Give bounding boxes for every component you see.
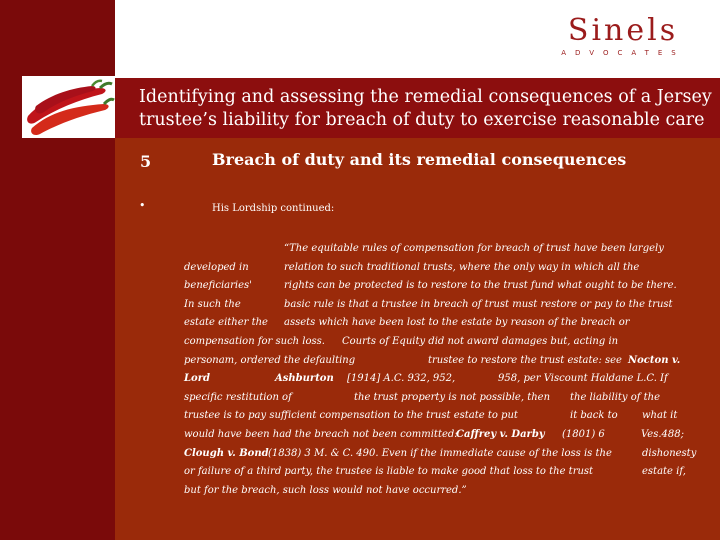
quote-text: compensation for such loss. bbox=[184, 335, 325, 347]
section-title: Breach of duty and its remedial consequences bbox=[212, 150, 627, 169]
quote-line bbox=[184, 445, 704, 464]
quote-line bbox=[184, 259, 704, 278]
slide-title: Identifying and assessing the remedial consequences of a Jersey trustee’s liability for breach of duty to exercise reasonable care bbox=[139, 87, 712, 130]
quote-text: relation to such traditional trusts, where the only way in which all the bbox=[284, 261, 640, 273]
case-name: Nocton v. bbox=[628, 354, 681, 366]
quote-text: trustee is to pay sufficient compensation to the trust estate to put bbox=[184, 410, 518, 422]
quote-text: basic rule is that a trustee in breach of trust must restore or pay to the trust bbox=[284, 298, 673, 310]
case-name: Caffrey v. Darby bbox=[456, 428, 545, 440]
quote-line bbox=[184, 240, 704, 259]
quote-text: specific restitution of bbox=[184, 391, 292, 403]
bullet-icon: • bbox=[139, 199, 146, 212]
quote-text: rights can be protected is to restore to the trust fund what ought to be there. bbox=[284, 280, 677, 292]
quote-line bbox=[184, 407, 704, 426]
quote-text: (1838) 3 M. & C. 490. Even if the immediate cause of the loss is the bbox=[268, 447, 612, 459]
quote-text: In such the bbox=[184, 298, 241, 310]
logo-subtitle: ADVOCATES bbox=[561, 49, 685, 57]
case-name: Ashburton bbox=[275, 373, 334, 385]
quote-text: dishonesty bbox=[642, 447, 697, 459]
quotation-block bbox=[184, 240, 704, 500]
quote-text: (1801) 6 bbox=[562, 428, 605, 440]
case-name: Clough v. Bond bbox=[184, 447, 269, 459]
quote-text: it back to bbox=[570, 410, 618, 422]
quote-line bbox=[184, 314, 704, 333]
intro-text: His Lordship continued: bbox=[212, 203, 335, 214]
quote-text: Ves.488; bbox=[641, 428, 684, 440]
quote-text: beneficiaries' bbox=[184, 280, 252, 292]
quote-text: 958, per Viscount Haldane L.C. If bbox=[498, 373, 668, 385]
quote-line bbox=[184, 426, 704, 445]
quote-text: would have been had the breach not been committed: bbox=[184, 428, 458, 440]
quote-text: trustee to restore the trust estate: see bbox=[428, 354, 622, 366]
logo-name: Sinels bbox=[567, 13, 679, 48]
quote-text: developed in bbox=[184, 261, 249, 273]
quote-line bbox=[184, 482, 704, 501]
quote-text: “The equitable rules of compensation for breach of trust have been largely bbox=[284, 243, 664, 254]
quote-line bbox=[184, 296, 704, 315]
quote-text: estate if, bbox=[642, 466, 686, 478]
section-number: 5 bbox=[140, 152, 152, 171]
quote-text: Courts of Equity did not award damages but, acting in bbox=[342, 335, 619, 347]
quote-text: the liability of the bbox=[570, 391, 661, 403]
case-name: Lord bbox=[184, 373, 210, 385]
quote-line bbox=[184, 370, 704, 389]
quote-line bbox=[184, 333, 704, 352]
quote-line bbox=[184, 389, 704, 408]
chili-peppers-icon bbox=[22, 76, 115, 138]
sinels-logo bbox=[548, 14, 698, 57]
quote-text: or failure of a third party, the trustee is liable to make good that loss to the trust bbox=[184, 466, 594, 478]
quote-text: [1914] A.C. 932, 952, bbox=[347, 373, 456, 385]
quote-text: but for the breach, such loss would not have occurred.” bbox=[184, 484, 467, 496]
quote-text: personam, ordered the defaulting bbox=[184, 354, 356, 366]
quote-text: estate either the bbox=[184, 317, 268, 329]
quote-text: assets which have been lost to the estate by reason of the breach or bbox=[284, 317, 630, 329]
chili-peppers-image bbox=[22, 76, 115, 138]
quote-line bbox=[184, 463, 704, 482]
quote-text: what it bbox=[642, 410, 678, 422]
quote-text: the trust property is not possible, then bbox=[354, 391, 551, 403]
quote-line bbox=[184, 352, 704, 371]
quote-line bbox=[184, 277, 704, 296]
